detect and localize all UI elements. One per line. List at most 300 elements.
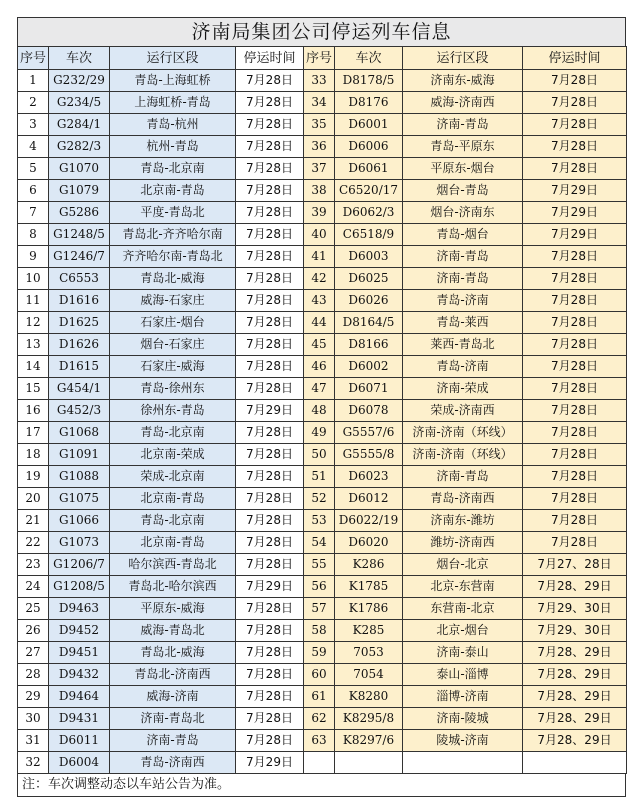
right-date-cell: 7月28、29日 <box>523 642 627 664</box>
table-row <box>18 356 627 378</box>
left-train-cell: G1091 <box>49 444 110 466</box>
left-index-cell: 13 <box>18 334 49 356</box>
footnote: 注：车次调整动态以车站公告为准。 <box>17 774 626 797</box>
table-row <box>18 620 627 642</box>
left-index-cell: 23 <box>18 554 49 576</box>
left-train-cell: D9432 <box>49 664 110 686</box>
right-index-cell: 51 <box>304 466 335 488</box>
table-row <box>18 752 627 774</box>
right-train-cell: D6061 <box>335 158 403 180</box>
right-index-cell: 63 <box>304 730 335 752</box>
right-index-cell: 40 <box>304 224 335 246</box>
right-date-cell: 7月29日 <box>523 180 627 202</box>
left-route-cell: 荣成-北京南 <box>110 466 236 488</box>
right-date-cell: 7月28日 <box>523 158 627 180</box>
left-index-cell: 26 <box>18 620 49 642</box>
right-date-cell: 7月28日 <box>523 422 627 444</box>
right-date-cell: 7月28日 <box>523 334 627 356</box>
right-route-cell: 济南-青岛 <box>403 246 523 268</box>
left-date-cell: 7月28日 <box>236 224 304 246</box>
left-train-cell: D9463 <box>49 598 110 620</box>
left-date-cell: 7月29日 <box>236 400 304 422</box>
left-date-cell: 7月28日 <box>236 708 304 730</box>
right-route-cell: 青岛-莱西 <box>403 312 523 334</box>
right-train-cell: D6006 <box>335 136 403 158</box>
right-route-cell: 青岛-平原东 <box>403 136 523 158</box>
right-date-cell <box>523 752 627 774</box>
left-route-cell: 威海-石家庄 <box>110 290 236 312</box>
right-train-cell: D6026 <box>335 290 403 312</box>
left-route-cell: 北京南-荣成 <box>110 444 236 466</box>
right-train-cell: D8176 <box>335 92 403 114</box>
left-train-cell: G452/3 <box>49 400 110 422</box>
left-index-cell: 31 <box>18 730 49 752</box>
right-date-cell: 7月28日 <box>523 136 627 158</box>
left-train-cell: G1066 <box>49 510 110 532</box>
left-date-cell: 7月29日 <box>236 752 304 774</box>
left-train-cell: G1079 <box>49 180 110 202</box>
right-index-cell: 55 <box>304 554 335 576</box>
left-route-cell: 石家庄-烟台 <box>110 312 236 334</box>
left-date-cell: 7月28日 <box>236 444 304 466</box>
left-route-cell: 济南-青岛北 <box>110 708 236 730</box>
left-train-cell: D9464 <box>49 686 110 708</box>
table-row <box>18 334 627 356</box>
table-row <box>18 730 627 752</box>
right-route-cell: 济南-荣成 <box>403 378 523 400</box>
right-index-cell: 42 <box>304 268 335 290</box>
left-route-cell: 青岛-北京南 <box>110 510 236 532</box>
right-train-cell: K8297/6 <box>335 730 403 752</box>
right-route-cell: 泰山-淄博 <box>403 664 523 686</box>
right-train-cell: G5555/8 <box>335 444 403 466</box>
right-train-cell: D6022/19 <box>335 510 403 532</box>
right-route-cell: 济南-泰山 <box>403 642 523 664</box>
right-route-cell: 陵城-济南 <box>403 730 523 752</box>
left-train-cell: G1088 <box>49 466 110 488</box>
right-route-cell: 北京-东营南 <box>403 576 523 598</box>
left-train-cell: C6553 <box>49 268 110 290</box>
right-route-cell: 平原东-烟台 <box>403 158 523 180</box>
right-train-cell: 7054 <box>335 664 403 686</box>
right-index-cell: 43 <box>304 290 335 312</box>
right-route-cell: 淄博-济南 <box>403 686 523 708</box>
table-row <box>18 180 627 202</box>
left-index-cell: 16 <box>18 400 49 422</box>
right-route-cell: 济南-青岛 <box>403 466 523 488</box>
right-route-cell: 烟台-北京 <box>403 554 523 576</box>
right-route-cell: 济南-陵城 <box>403 708 523 730</box>
right-index-cell <box>304 752 335 774</box>
right-date-cell: 7月28日 <box>523 400 627 422</box>
table-row <box>18 158 627 180</box>
left-route-cell: 北京南-青岛 <box>110 532 236 554</box>
right-index-cell: 61 <box>304 686 335 708</box>
left-index-cell: 24 <box>18 576 49 598</box>
left-route-cell: 上海虹桥-青岛 <box>110 92 236 114</box>
table-row <box>18 400 627 422</box>
left-index-cell: 27 <box>18 642 49 664</box>
left-date-cell: 7月28日 <box>236 356 304 378</box>
right-route-cell: 东营南-北京 <box>403 598 523 620</box>
left-train-cell: G5286 <box>49 202 110 224</box>
right-index-cell: 45 <box>304 334 335 356</box>
left-index-cell: 17 <box>18 422 49 444</box>
table-row <box>18 642 627 664</box>
schedule-sheet <box>17 17 626 797</box>
left-route-cell: 济南-青岛 <box>110 730 236 752</box>
left-index-cell: 28 <box>18 664 49 686</box>
table-row <box>18 576 627 598</box>
left-index-cell: 29 <box>18 686 49 708</box>
left-route-cell: 青岛-北京南 <box>110 422 236 444</box>
right-train-cell: 7053 <box>335 642 403 664</box>
left-train-cell: G232/29 <box>49 70 110 92</box>
left-train-cell: G1068 <box>49 422 110 444</box>
table-row <box>18 378 627 400</box>
right-index-cell: 38 <box>304 180 335 202</box>
left-train-cell: G1075 <box>49 488 110 510</box>
header-index-left: 序号 <box>18 47 49 70</box>
left-date-cell: 7月28日 <box>236 620 304 642</box>
left-date-cell: 7月29日 <box>236 576 304 598</box>
right-route-cell: 青岛-济南 <box>403 356 523 378</box>
left-train-cell: D9451 <box>49 642 110 664</box>
right-train-cell: K286 <box>335 554 403 576</box>
header-date-left: 停运时间 <box>236 47 304 70</box>
left-date-cell: 7月28日 <box>236 510 304 532</box>
left-index-cell: 9 <box>18 246 49 268</box>
left-train-cell: G1246/7 <box>49 246 110 268</box>
right-train-cell: K1786 <box>335 598 403 620</box>
right-route-cell: 济南-青岛 <box>403 268 523 290</box>
left-date-cell: 7月28日 <box>236 488 304 510</box>
left-index-cell: 18 <box>18 444 49 466</box>
left-date-cell: 7月28日 <box>236 598 304 620</box>
right-index-cell: 47 <box>304 378 335 400</box>
right-train-cell: D8164/5 <box>335 312 403 334</box>
right-train-cell: D6003 <box>335 246 403 268</box>
right-date-cell: 7月28日 <box>523 510 627 532</box>
right-date-cell: 7月28、29日 <box>523 730 627 752</box>
left-date-cell: 7月28日 <box>236 422 304 444</box>
right-route-cell: 荣成-济南西 <box>403 400 523 422</box>
left-train-cell: D9431 <box>49 708 110 730</box>
table-row <box>18 422 627 444</box>
table-row <box>18 466 627 488</box>
left-date-cell: 7月28日 <box>236 246 304 268</box>
right-index-cell: 56 <box>304 576 335 598</box>
left-index-cell: 4 <box>18 136 49 158</box>
left-date-cell: 7月28日 <box>236 290 304 312</box>
left-train-cell: G1070 <box>49 158 110 180</box>
left-train-cell: D1625 <box>49 312 110 334</box>
table-row <box>18 312 627 334</box>
left-date-cell: 7月28日 <box>236 92 304 114</box>
right-index-cell: 60 <box>304 664 335 686</box>
left-train-cell: D6004 <box>49 752 110 774</box>
right-date-cell: 7月28日 <box>523 532 627 554</box>
left-date-cell: 7月28日 <box>236 642 304 664</box>
right-train-cell: K8280 <box>335 686 403 708</box>
left-route-cell: 青岛北-济南西 <box>110 664 236 686</box>
left-date-cell: 7月28日 <box>236 268 304 290</box>
left-route-cell: 平原东-威海 <box>110 598 236 620</box>
right-train-cell: D6020 <box>335 532 403 554</box>
left-index-cell: 15 <box>18 378 49 400</box>
left-date-cell: 7月28日 <box>236 334 304 356</box>
left-index-cell: 32 <box>18 752 49 774</box>
right-date-cell: 7月28、29日 <box>523 708 627 730</box>
left-index-cell: 1 <box>18 70 49 92</box>
right-index-cell: 53 <box>304 510 335 532</box>
left-route-cell: 平度-青岛北 <box>110 202 236 224</box>
left-route-cell: 威海-济南 <box>110 686 236 708</box>
right-index-cell: 46 <box>304 356 335 378</box>
right-date-cell: 7月28日 <box>523 114 627 136</box>
right-route-cell: 济南东-潍坊 <box>403 510 523 532</box>
left-index-cell: 12 <box>18 312 49 334</box>
right-train-cell: K285 <box>335 620 403 642</box>
table-row <box>18 290 627 312</box>
right-route-cell: 济南东-威海 <box>403 70 523 92</box>
left-train-cell: G282/3 <box>49 136 110 158</box>
left-train-cell: G1073 <box>49 532 110 554</box>
left-index-cell: 22 <box>18 532 49 554</box>
left-date-cell: 7月28日 <box>236 532 304 554</box>
left-train-cell: G284/1 <box>49 114 110 136</box>
left-date-cell: 7月28日 <box>236 312 304 334</box>
right-route-cell <box>403 752 523 774</box>
right-date-cell: 7月28日 <box>523 290 627 312</box>
left-index-cell: 5 <box>18 158 49 180</box>
left-date-cell: 7月28日 <box>236 114 304 136</box>
right-date-cell: 7月28日 <box>523 268 627 290</box>
left-date-cell: 7月28日 <box>236 664 304 686</box>
left-train-cell: G234/5 <box>49 92 110 114</box>
left-route-cell: 青岛北-哈尔滨西 <box>110 576 236 598</box>
left-train-cell: D1615 <box>49 356 110 378</box>
left-index-cell: 14 <box>18 356 49 378</box>
left-route-cell: 北京南-青岛 <box>110 488 236 510</box>
table-row <box>18 488 627 510</box>
left-index-cell: 10 <box>18 268 49 290</box>
left-index-cell: 19 <box>18 466 49 488</box>
table-row <box>18 554 627 576</box>
right-date-cell: 7月27、28日 <box>523 554 627 576</box>
right-index-cell: 39 <box>304 202 335 224</box>
right-train-cell <box>335 752 403 774</box>
table-row <box>18 444 627 466</box>
table-row <box>18 664 627 686</box>
right-date-cell: 7月28日 <box>523 70 627 92</box>
left-route-cell: 石家庄-威海 <box>110 356 236 378</box>
left-route-cell: 北京南-青岛 <box>110 180 236 202</box>
right-route-cell: 潍坊-济南西 <box>403 532 523 554</box>
right-train-cell: G5557/6 <box>335 422 403 444</box>
right-date-cell: 7月28日 <box>523 378 627 400</box>
right-date-cell: 7月28、29日 <box>523 664 627 686</box>
right-index-cell: 41 <box>304 246 335 268</box>
right-route-cell: 莱西-青岛北 <box>403 334 523 356</box>
table-row <box>18 114 627 136</box>
right-date-cell: 7月28日 <box>523 246 627 268</box>
right-route-cell: 威海-济南西 <box>403 92 523 114</box>
left-route-cell: 青岛-北京南 <box>110 158 236 180</box>
left-date-cell: 7月28日 <box>236 554 304 576</box>
right-train-cell: D6012 <box>335 488 403 510</box>
right-route-cell: 北京-烟台 <box>403 620 523 642</box>
right-route-cell: 济南-济南（环线） <box>403 422 523 444</box>
left-train-cell: G1206/7 <box>49 554 110 576</box>
left-index-cell: 25 <box>18 598 49 620</box>
right-index-cell: 62 <box>304 708 335 730</box>
right-date-cell: 7月28、29日 <box>523 686 627 708</box>
left-date-cell: 7月28日 <box>236 70 304 92</box>
right-route-cell: 青岛-济南西 <box>403 488 523 510</box>
right-index-cell: 59 <box>304 642 335 664</box>
table-row <box>18 686 627 708</box>
left-date-cell: 7月28日 <box>236 466 304 488</box>
right-train-cell: D8166 <box>335 334 403 356</box>
left-date-cell: 7月28日 <box>236 378 304 400</box>
right-date-cell: 7月28日 <box>523 312 627 334</box>
left-route-cell: 青岛-杭州 <box>110 114 236 136</box>
left-route-cell: 徐州东-青岛 <box>110 400 236 422</box>
right-train-cell: C6518/9 <box>335 224 403 246</box>
right-index-cell: 54 <box>304 532 335 554</box>
left-train-cell: D6011 <box>49 730 110 752</box>
left-index-cell: 11 <box>18 290 49 312</box>
right-date-cell: 7月28日 <box>523 488 627 510</box>
right-route-cell: 济南-青岛 <box>403 114 523 136</box>
right-index-cell: 37 <box>304 158 335 180</box>
right-route-cell: 青岛-烟台 <box>403 224 523 246</box>
left-route-cell: 齐齐哈尔南-青岛北 <box>110 246 236 268</box>
left-date-cell: 7月28日 <box>236 180 304 202</box>
right-index-cell: 34 <box>304 92 335 114</box>
table-row <box>18 268 627 290</box>
suspended-trains-table <box>17 46 627 774</box>
left-train-cell: G1248/5 <box>49 224 110 246</box>
left-route-cell: 杭州-青岛 <box>110 136 236 158</box>
page-title: 济南局集团公司停运列车信息 <box>17 17 626 46</box>
right-train-cell: D6002 <box>335 356 403 378</box>
right-index-cell: 35 <box>304 114 335 136</box>
right-train-cell: D6025 <box>335 268 403 290</box>
left-index-cell: 20 <box>18 488 49 510</box>
left-route-cell: 青岛北-齐齐哈尔南 <box>110 224 236 246</box>
right-train-cell: D6001 <box>335 114 403 136</box>
table-row <box>18 246 627 268</box>
left-route-cell: 烟台-石家庄 <box>110 334 236 356</box>
left-train-cell: G454/1 <box>49 378 110 400</box>
left-route-cell: 青岛北-威海 <box>110 642 236 664</box>
right-train-cell: D6023 <box>335 466 403 488</box>
header-train-right: 车次 <box>335 47 403 70</box>
left-route-cell: 青岛-济南西 <box>110 752 236 774</box>
left-train-cell: D9452 <box>49 620 110 642</box>
right-date-cell: 7月28日 <box>523 444 627 466</box>
right-date-cell: 7月28日 <box>523 466 627 488</box>
table-row <box>18 224 627 246</box>
left-index-cell: 7 <box>18 202 49 224</box>
left-train-cell: D1626 <box>49 334 110 356</box>
left-date-cell: 7月28日 <box>236 202 304 224</box>
left-index-cell: 6 <box>18 180 49 202</box>
table-header-row <box>18 47 627 70</box>
left-route-cell: 哈尔滨西-青岛北 <box>110 554 236 576</box>
header-date-right: 停运时间 <box>523 47 627 70</box>
left-index-cell: 8 <box>18 224 49 246</box>
table-row <box>18 598 627 620</box>
header-index-right: 序号 <box>304 47 335 70</box>
right-index-cell: 44 <box>304 312 335 334</box>
right-date-cell: 7月29、30日 <box>523 598 627 620</box>
left-route-cell: 威海-青岛北 <box>110 620 236 642</box>
right-train-cell: K8295/8 <box>335 708 403 730</box>
left-index-cell: 21 <box>18 510 49 532</box>
table-row <box>18 202 627 224</box>
left-train-cell: D1616 <box>49 290 110 312</box>
right-date-cell: 7月29日 <box>523 202 627 224</box>
right-route-cell: 济南-济南（环线） <box>403 444 523 466</box>
left-date-cell: 7月28日 <box>236 136 304 158</box>
right-index-cell: 50 <box>304 444 335 466</box>
table-row <box>18 532 627 554</box>
right-date-cell: 7月29日 <box>523 224 627 246</box>
table-row <box>18 708 627 730</box>
header-train-left: 车次 <box>49 47 110 70</box>
table-row <box>18 92 627 114</box>
header-route-left: 运行区段 <box>110 47 236 70</box>
right-date-cell: 7月29、30日 <box>523 620 627 642</box>
left-index-cell: 3 <box>18 114 49 136</box>
left-date-cell: 7月28日 <box>236 730 304 752</box>
right-train-cell: D6071 <box>335 378 403 400</box>
right-index-cell: 48 <box>304 400 335 422</box>
right-index-cell: 49 <box>304 422 335 444</box>
left-index-cell: 30 <box>18 708 49 730</box>
right-index-cell: 52 <box>304 488 335 510</box>
left-route-cell: 青岛北-威海 <box>110 268 236 290</box>
right-index-cell: 58 <box>304 620 335 642</box>
right-date-cell: 7月28日 <box>523 92 627 114</box>
right-train-cell: D6062/3 <box>335 202 403 224</box>
right-route-cell: 烟台-济南东 <box>403 202 523 224</box>
table-row <box>18 136 627 158</box>
table-row <box>18 70 627 92</box>
table-row <box>18 510 627 532</box>
right-train-cell: D6078 <box>335 400 403 422</box>
right-date-cell: 7月28、29日 <box>523 576 627 598</box>
right-train-cell: K1785 <box>335 576 403 598</box>
left-route-cell: 青岛-上海虹桥 <box>110 70 236 92</box>
header-route-right: 运行区段 <box>403 47 523 70</box>
left-date-cell: 7月28日 <box>236 686 304 708</box>
right-date-cell: 7月28日 <box>523 356 627 378</box>
right-train-cell: D8178/5 <box>335 70 403 92</box>
left-train-cell: G1208/5 <box>49 576 110 598</box>
right-route-cell: 烟台-青岛 <box>403 180 523 202</box>
left-index-cell: 2 <box>18 92 49 114</box>
left-date-cell: 7月28日 <box>236 158 304 180</box>
right-index-cell: 57 <box>304 598 335 620</box>
right-train-cell: C6520/17 <box>335 180 403 202</box>
left-route-cell: 青岛-徐州东 <box>110 378 236 400</box>
right-route-cell: 青岛-济南 <box>403 290 523 312</box>
right-index-cell: 33 <box>304 70 335 92</box>
